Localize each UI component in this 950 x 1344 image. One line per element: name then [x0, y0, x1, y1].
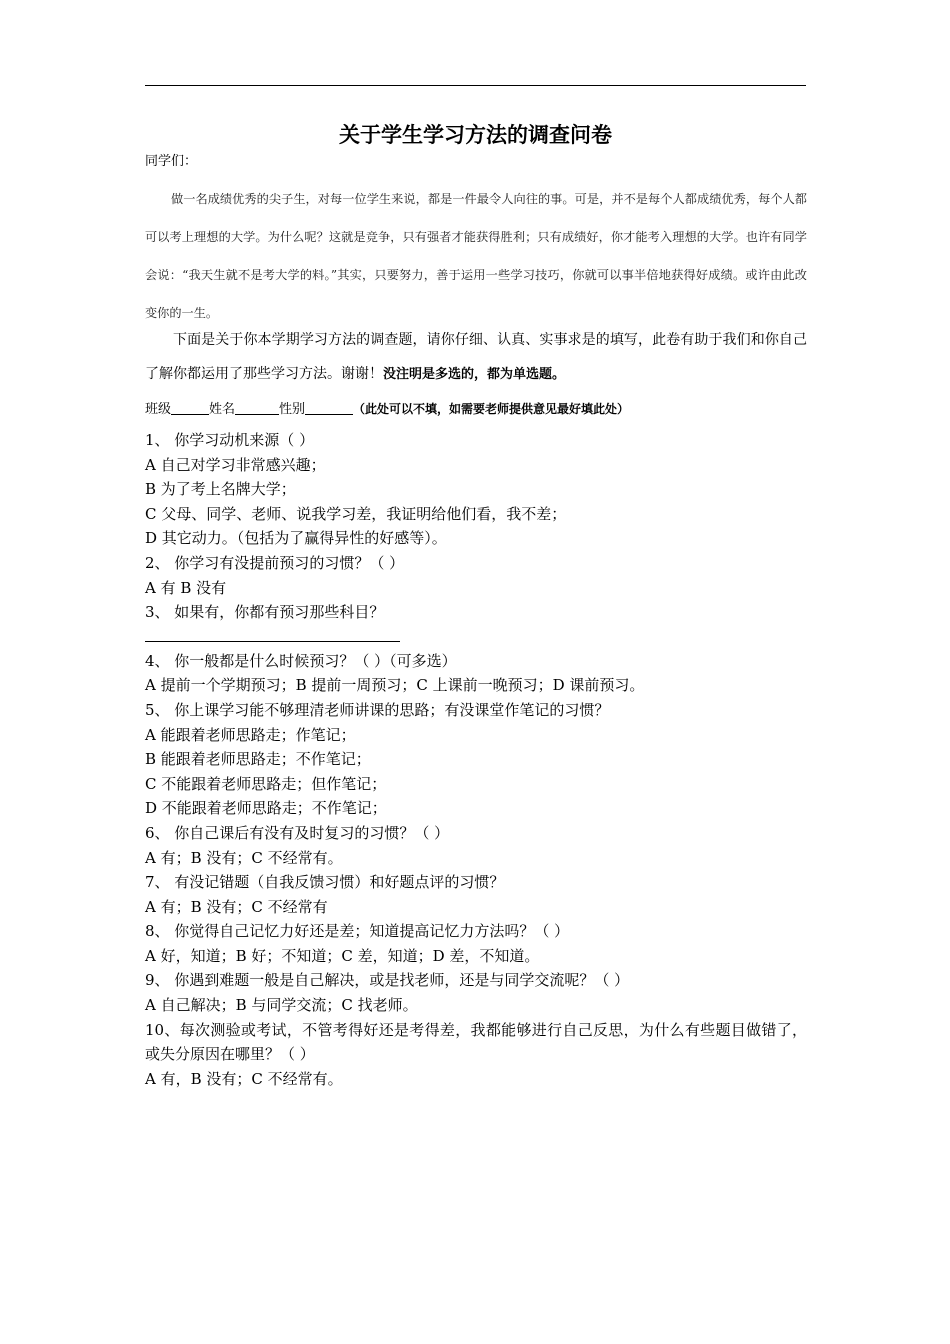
option-1b: B 为了考上名牌大学； — [145, 480, 296, 499]
question-4: 4、 你一般都是什么时候预习？（ ）（可多选） — [145, 651, 457, 670]
option-2: A 有 B 没有 — [145, 578, 227, 597]
instruction-paragraph — [145, 323, 807, 392]
question-10: 10、每次测验或考试，不管考得好还是考得差，我都能够进行自己反思，为什么有些题目做错了，或失分原因在哪里？（ ） — [145, 1020, 807, 1064]
question-5: 5、 你上课学习能不够理清老师讲课的思路；有没课堂作笔记的习惯？ — [145, 700, 610, 719]
question-9: 9、 你遇到难题一般是自己解决，或是找老师，还是与同学交流呢？（ ） — [145, 971, 630, 990]
class-label: 班级 — [145, 402, 172, 417]
option-5a: A 能跟着老师思路走；作笔记； — [145, 725, 356, 744]
name-blank[interactable] — [235, 400, 279, 415]
option-5d: D 不能跟着老师思路走；不作笔记； — [145, 799, 387, 818]
document-title: 关于学生学习方法的调查问卷 — [339, 123, 612, 147]
questions-block — [145, 428, 807, 1091]
question-1: 1、 你学习动机来源（ ） — [145, 431, 315, 449]
header-rule — [145, 85, 806, 86]
greeting: 同学们： — [145, 154, 198, 169]
option-9: A 自己解决；B 与同学交流；C 找老师。 — [145, 996, 418, 1015]
answer-line-3[interactable] — [145, 625, 400, 642]
option-1a: A 自己对学习非常感兴趣； — [145, 455, 326, 474]
option-1c: C 父母、同学、老师、说我学习差，我证明给他们看，我不差； — [145, 504, 567, 523]
instruction-text: 下面是关于你本学期学习方法的调查题，请你仔细、认真、实事求是的填写，此卷有助于我们和你自己了解你都运用了那些学习方法。谢谢！ — [145, 332, 807, 382]
info-note: （此处可以不填，如需要老师提供意见最好填此处） — [353, 402, 630, 416]
option-7: A 有；B 没有；C 不经常有 — [145, 897, 328, 916]
option-5c: C 不能跟着老师思路走；但作笔记； — [145, 774, 387, 793]
student-info-line — [145, 398, 807, 421]
option-8: A 好，知道；B 好；不知道；C 差，知道；D 差，不知道。 — [145, 946, 540, 965]
option-4: A 提前一个学期预习；B 提前一周预习；C 上课前一晚预习；D 课前预习。 — [145, 676, 645, 695]
option-10: A 有，B 没有；C 不经常有。 — [145, 1069, 343, 1088]
name-label: 姓名 — [209, 402, 236, 417]
question-6: 6、 你自己课后有没有及时复习的习惯？（ ） — [145, 823, 450, 842]
intro-paragraph: 做一名成绩优秀的尖子生，对每一位学生来说，都是一件最令人向往的事。可是，并不是每个人都成绩优秀，每个人都可以考上理想的大学。为什么呢？这就是竞争，只有强者才能获得胜利；只有成绩好，你才能考入理想的大学。也许有同学会说：“我天生就不是考大学的料。”其实，只要努力，善于运用一些学习技巧，你就可以事半倍地获得好成绩。或许由此改变你的一生。 — [145, 192, 807, 320]
instruction-bold-note: 没注明是多选的，都为单选题。 — [383, 367, 566, 382]
question-2: 2、 你学习有没提前预习的习惯？（ ） — [145, 553, 405, 572]
option-1d: D 其它动力。（包括为了赢得异性的好感等）。 — [145, 529, 447, 548]
question-7: 7、 有没记错题（自我反馈习惯）和好题点评的习惯？ — [145, 873, 505, 892]
question-3: 3、 如果有，你都有预习那些科目？ — [145, 603, 385, 622]
question-8: 8、 你觉得自己记忆力好还是差；知道提高记忆力方法吗？（ ） — [145, 922, 570, 941]
gender-blank[interactable] — [305, 400, 353, 415]
gender-label: 性别 — [279, 402, 306, 417]
option-5b: B 能跟着老师思路走；不作笔记； — [145, 750, 371, 769]
option-6: A 有；B 没有；C 不经常有。 — [145, 848, 343, 867]
class-blank[interactable] — [171, 400, 209, 415]
